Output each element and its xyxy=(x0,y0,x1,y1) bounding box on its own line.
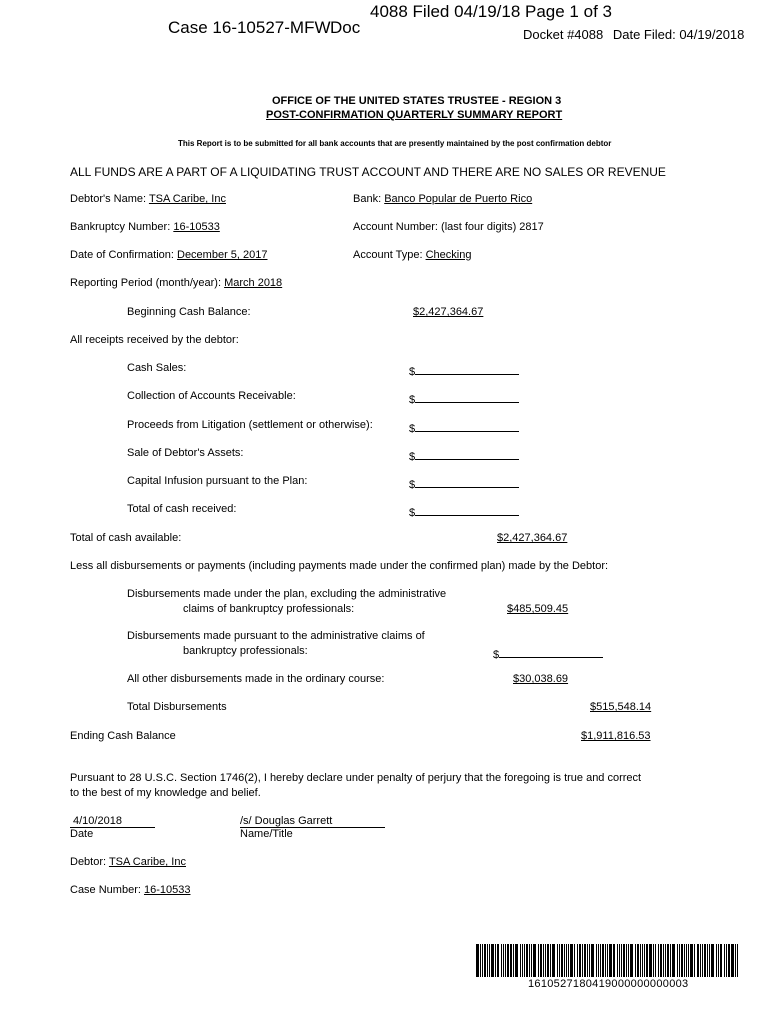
barcode-bar xyxy=(480,944,481,977)
barcode-bar xyxy=(568,944,569,977)
debtor-name-value: TSA Caribe, Inc xyxy=(148,193,226,205)
barcode-bar xyxy=(630,944,633,977)
barcode-bar xyxy=(584,944,586,977)
disbursements-heading: Less all disbursements or payments (including payments made under the confirmed plan) made by the Debtor: xyxy=(70,560,609,572)
barcode-bar xyxy=(533,944,536,977)
barcode-bar xyxy=(724,944,725,977)
signature-date xyxy=(70,815,155,828)
declaration-line2: to the best of my knowledge and belief. xyxy=(70,787,261,799)
barcode-bar xyxy=(577,944,578,977)
barcode-bar xyxy=(543,944,544,977)
barcode-bar xyxy=(628,944,629,977)
footer-case-row: Case Number: 16-10533 xyxy=(70,884,191,896)
asset-sale-field: $ xyxy=(409,447,519,463)
cash-available-label: Total of cash available: xyxy=(70,532,182,544)
plan-disbursements-line1: Disbursements made under the plan, excluding the administrative xyxy=(127,588,447,600)
barcode-bar xyxy=(484,944,486,977)
accounts-receivable-label: Collection of Accounts Receivable: xyxy=(127,390,296,402)
bank-value: Banco Popular de Puerto Rico xyxy=(384,193,533,205)
barcode-bar xyxy=(582,944,583,977)
barcode-bar xyxy=(538,944,539,977)
barcode-bar xyxy=(617,944,618,977)
other-disbursements-value: $30,038.69 xyxy=(513,673,569,685)
barcode-bar xyxy=(587,944,588,977)
litigation-proceeds-field: $ xyxy=(409,419,519,435)
barcode-bar xyxy=(507,944,509,977)
declaration-line1: Pursuant to 28 U.S.C. Section 1746(2), I hereby declare under penalty of perjury that the foregoing is true and correct xyxy=(70,772,642,784)
barcode-bar xyxy=(702,944,703,977)
barcode-bar xyxy=(672,944,675,977)
footer-debtor-value: TSA Caribe, Inc xyxy=(108,856,186,868)
confirmation-date-row: Date of Confirmation: December 5, 2017 xyxy=(70,249,268,261)
barcode-bar xyxy=(566,944,567,977)
report-title-line2: POST-CONFIRMATION QUARTERLY SUMMARY REPORT xyxy=(266,109,563,121)
reporting-period-row: Reporting Period (month/year): March 2018 xyxy=(70,277,283,289)
barcode-bar xyxy=(665,944,666,977)
cash-sales-label: Cash Sales: xyxy=(127,362,187,374)
plan-disbursements-value: $485,509.45 xyxy=(507,603,569,615)
barcode-bar xyxy=(690,944,693,977)
barcode-bar xyxy=(531,944,532,977)
cash-available-value: $2,427,364.67 xyxy=(497,532,568,544)
signature-name-label: Name/Title xyxy=(240,828,293,840)
barcode-bar xyxy=(505,944,506,977)
confirmation-date-value: December 5, 2017 xyxy=(177,249,268,261)
ending-balance-value: $1,911,816.53 xyxy=(581,730,651,742)
barcode-bar xyxy=(684,944,685,977)
barcode-bar xyxy=(589,944,590,977)
blank-line xyxy=(415,390,519,403)
barcode-bar xyxy=(540,944,542,977)
barcode-bar xyxy=(550,944,551,977)
barcode-bar xyxy=(547,944,549,977)
barcode-bar xyxy=(658,944,659,977)
debtor-name-row: Debtor's Name: TSA Caribe, Inc xyxy=(70,193,226,205)
barcode-bar xyxy=(497,944,499,977)
barcode-bar xyxy=(621,944,622,977)
plan-disbursements-line2: claims of bankruptcy professionals: xyxy=(183,603,355,615)
barcode-bar xyxy=(697,944,699,977)
barcode-bar xyxy=(487,944,488,977)
barcode-bar xyxy=(637,944,639,977)
reporting-period-value: March 2018 xyxy=(224,277,283,289)
barcode-bar xyxy=(649,944,652,977)
barcode-bar xyxy=(663,944,664,977)
case-header xyxy=(168,18,331,38)
blank-line xyxy=(415,447,519,460)
admin-disbursements-line2: bankruptcy professionals: xyxy=(183,645,308,657)
barcode-bar xyxy=(728,944,730,977)
ending-balance-label: Ending Cash Balance xyxy=(70,730,176,742)
case-number-text: Case 16-10527-MFW xyxy=(168,18,331,37)
barcode-bar xyxy=(598,944,599,977)
litigation-proceeds-label: Proceeds from Litigation (settlement or otherwise): xyxy=(127,419,373,431)
other-disbursements-label: All other disbursements made in the ordinary course: xyxy=(127,673,385,685)
barcode-bar xyxy=(545,944,546,977)
bankruptcy-number-row: Bankruptcy Number: 16-10533 xyxy=(70,221,220,233)
total-disbursements-value: $515,548.14 xyxy=(590,701,652,713)
capital-infusion-label: Capital Infusion pursuant to the Plan: xyxy=(127,475,308,487)
barcode-bar xyxy=(609,944,612,977)
admin-disbursements-line1: Disbursements made pursuant to the administrative claims of xyxy=(127,630,425,642)
barcode-bar xyxy=(570,944,573,977)
barcode-bar xyxy=(491,944,494,977)
barcode-bar xyxy=(552,944,555,977)
barcode-bar xyxy=(653,944,654,977)
barcode-bar xyxy=(640,944,641,977)
barcode-bar xyxy=(489,944,490,977)
barcode-bar xyxy=(476,944,479,977)
docket-stamp xyxy=(523,27,744,42)
barcode-bar xyxy=(655,944,656,977)
barcode-bar xyxy=(681,944,683,977)
bank-row: Bank: Banco Popular de Puerto Rico xyxy=(353,193,533,205)
barcode-bar xyxy=(579,944,581,977)
barcode-bar xyxy=(626,944,627,977)
barcode-bar xyxy=(503,944,504,977)
barcode-bar xyxy=(482,944,483,977)
barcode-bar xyxy=(602,944,604,977)
total-disbursements-label: Total Disbursements xyxy=(127,701,227,713)
barcode-bar xyxy=(591,944,594,977)
blank-line xyxy=(415,362,519,375)
report-notice: This Report is to be submitted for all bank accounts that are presently maintained by the post confirmation debtor xyxy=(178,139,612,148)
signature-date-label: Date xyxy=(70,828,94,840)
blank-line xyxy=(499,645,603,658)
date-filed: Date Filed: 04/19/2018 xyxy=(612,27,745,42)
barcode-bar xyxy=(619,944,620,977)
docket-number: Docket #4088 xyxy=(523,27,604,42)
footer-debtor-row: Debtor: TSA Caribe, Inc xyxy=(70,856,186,868)
barcode-bar xyxy=(709,944,710,977)
barcode-bar xyxy=(623,944,625,977)
total-received-field: $ xyxy=(409,503,519,519)
barcode-bar xyxy=(707,944,708,977)
barcode-bar xyxy=(510,944,512,977)
barcode-bar xyxy=(561,944,563,977)
barcode-bar xyxy=(694,944,695,977)
barcode-bar xyxy=(574,944,575,977)
barcode-bar xyxy=(559,944,560,977)
report-title-line1: OFFICE OF THE UNITED STATES TRUSTEE - REGION 3 xyxy=(272,95,562,107)
barcode-bar xyxy=(716,944,717,977)
asset-sale-label: Sale of Debtor's Assets: xyxy=(127,447,244,459)
barcode-bar xyxy=(688,944,689,977)
barcode-bar xyxy=(522,944,523,977)
barcode-bar xyxy=(644,944,645,977)
barcode-bar xyxy=(720,944,722,977)
beginning-balance-label: Beginning Cash Balance: xyxy=(127,306,251,318)
barcode-bar xyxy=(726,944,727,977)
barcode-bar xyxy=(737,944,738,977)
account-number-row: Account Number: (last four digits) 2817 xyxy=(353,221,544,233)
barcode-bar xyxy=(667,944,669,977)
cash-sales-field: $ xyxy=(409,362,519,378)
barcode-bar xyxy=(646,944,648,977)
admin-disbursements-field: $ xyxy=(493,645,603,661)
barcode-bar xyxy=(686,944,687,977)
barcode-bar xyxy=(731,944,734,977)
barcode-bar xyxy=(526,944,528,977)
account-type-value: Checking xyxy=(425,249,472,261)
bankruptcy-number-value: 16-10533 xyxy=(173,221,220,233)
docket-barcode xyxy=(476,944,740,977)
barcode-bar xyxy=(711,944,714,977)
blank-line xyxy=(415,503,519,516)
receipts-heading: All receipts received by the debtor: xyxy=(70,334,239,346)
barcode-bar xyxy=(596,944,597,977)
liquidating-trust-statement: ALL FUNDS ARE A PART OF A LIQUIDATING TRUST ACCOUNT AND THERE ARE NO SALES OR REVENUE xyxy=(70,165,666,179)
barcode-bar xyxy=(613,944,615,977)
barcode-bar xyxy=(524,944,525,977)
barcode-bar xyxy=(564,944,565,977)
barcode-bar xyxy=(605,944,606,977)
barcode-bar xyxy=(679,944,680,977)
beginning-balance-value: $2,427,364.67 xyxy=(413,306,484,318)
footer-case-value: 16-10533 xyxy=(143,884,191,896)
barcode-bar xyxy=(515,944,518,977)
barcode-bar xyxy=(607,944,608,977)
barcode-bar xyxy=(718,944,719,977)
signature-date-value: 4/10/2018 xyxy=(70,815,155,828)
barcode-bar xyxy=(677,944,678,977)
barcode-bar xyxy=(735,944,736,977)
barcode-bar xyxy=(670,944,671,977)
barcode-bar xyxy=(660,944,662,977)
barcode-bar xyxy=(513,944,514,977)
blank-line xyxy=(415,475,519,488)
barcode-bar xyxy=(635,944,636,977)
barcode-bar xyxy=(700,944,701,977)
barcode-bar xyxy=(501,944,502,977)
barcode-number: 1610527180419000000000003 xyxy=(528,978,689,990)
barcode-bar xyxy=(557,944,558,977)
barcode-bar xyxy=(600,944,601,977)
obscured-header-text: 4088 Filed 04/19/18 Page 1 of 3 xyxy=(370,2,612,21)
signature-name xyxy=(240,815,385,828)
accounts-receivable-field: $ xyxy=(409,390,519,406)
barcode-bar xyxy=(495,944,496,977)
account-type-row: Account Type: Checking xyxy=(353,249,472,261)
capital-infusion-field: $ xyxy=(409,475,519,491)
barcode-bar xyxy=(520,944,521,977)
total-received-label: Total of cash received: xyxy=(127,503,237,515)
doc-label: Doc xyxy=(330,18,361,37)
barcode-bar xyxy=(704,944,706,977)
signature-name-value: /s/ Douglas Garrett xyxy=(240,815,385,828)
barcode-bar xyxy=(642,944,643,977)
barcode-bar xyxy=(529,944,530,977)
blank-line xyxy=(415,419,519,432)
